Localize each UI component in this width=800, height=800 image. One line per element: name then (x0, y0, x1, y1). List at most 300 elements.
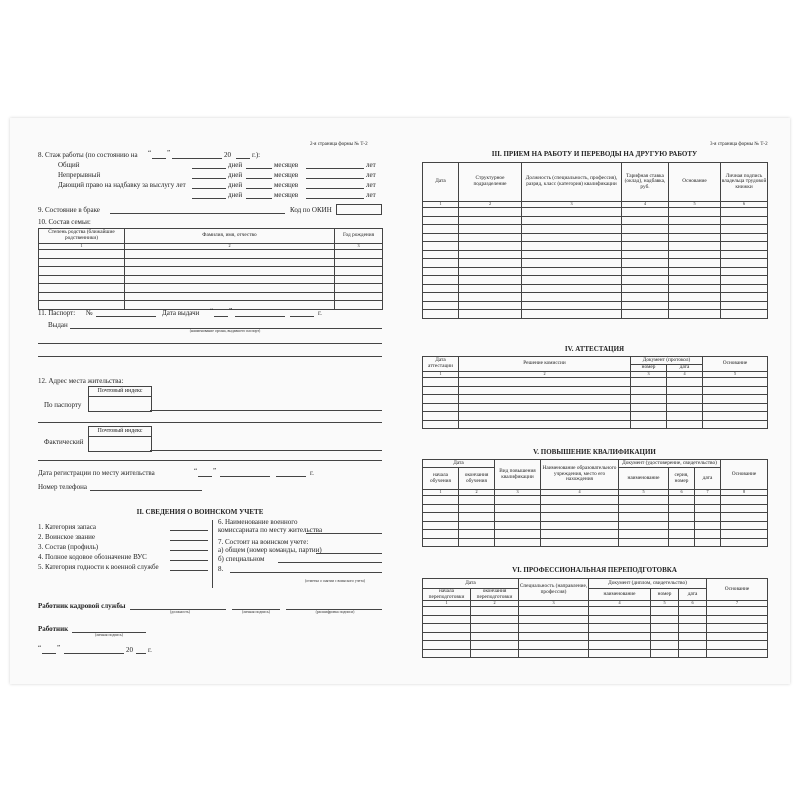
table-cell[interactable] (669, 310, 721, 319)
table-cell[interactable] (679, 615, 707, 624)
table-cell[interactable] (619, 496, 669, 505)
table-cell[interactable] (459, 310, 522, 319)
experience-years-field[interactable] (306, 178, 364, 179)
table-cell[interactable] (667, 412, 703, 421)
passport-issued-date: Дата выдачи (162, 309, 200, 317)
table-cell[interactable] (459, 420, 631, 429)
table-cell[interactable] (423, 225, 459, 234)
military-field-label: 1. Категория запаса (38, 523, 97, 531)
table-cell[interactable] (522, 208, 622, 217)
table-cell[interactable] (631, 395, 667, 404)
table-cell[interactable] (522, 293, 622, 302)
qualification-table: Дата Вид повышения квалификации Наименование образовательного учреждения, место его нахождения Документ (удостоверение, свидетельство) Основание начала обучения окончания обучения наименование серия, номер дата 1 2 3 4 5 6 7 8 (422, 459, 768, 547)
table-cell[interactable] (721, 530, 768, 539)
table-cell[interactable] (619, 530, 669, 539)
table-row (39, 284, 383, 293)
table-cell[interactable] (423, 632, 471, 641)
table-cell[interactable] (519, 624, 589, 633)
table-cell[interactable] (459, 259, 522, 268)
table-cell[interactable] (679, 624, 707, 633)
table-cell[interactable] (39, 284, 125, 293)
table-cell[interactable] (519, 607, 589, 616)
military-field-input[interactable] (170, 550, 208, 551)
table-cell[interactable] (721, 513, 768, 522)
table-cell[interactable] (589, 641, 651, 650)
table-cell[interactable] (695, 496, 721, 505)
table-cell[interactable] (423, 250, 459, 259)
table-cell[interactable] (651, 624, 679, 633)
table-cell[interactable] (667, 420, 703, 429)
retraining-table: Дата Специальность (направление, профессия) Документ (диплом, свидетельство) Основание начала переподготовки окончания переподготовки наименование номер дата 1 2 3 4 5 6 7 (422, 578, 768, 658)
table-cell[interactable] (703, 378, 768, 387)
military-field-label: комиссариата по месту жительства (218, 526, 323, 534)
table-cell[interactable] (622, 208, 669, 217)
table-cell[interactable] (622, 267, 669, 276)
table-cell[interactable] (721, 538, 768, 547)
table-cell[interactable] (721, 233, 768, 242)
table-row (423, 208, 768, 217)
table-cell[interactable] (631, 403, 667, 412)
table-cell[interactable] (651, 632, 679, 641)
table-cell[interactable] (721, 301, 768, 310)
experience-row-label: Общий (58, 161, 80, 169)
table-row (423, 403, 768, 412)
table-cell[interactable] (495, 496, 541, 505)
experience-days-field[interactable] (192, 188, 226, 189)
table-row (39, 258, 383, 267)
table-cell[interactable] (589, 632, 651, 641)
table-cell[interactable] (522, 250, 622, 259)
experience-days-label: дней (228, 171, 243, 179)
hiring-title: III. ПРИЕМ НА РАБОТУ И ПЕРЕВОДЫ НА ДРУГУЮ РАБОТУ (491, 150, 698, 158)
table-cell[interactable] (721, 504, 768, 513)
table-row (423, 538, 768, 547)
table-cell[interactable] (669, 233, 721, 242)
military-field-input[interactable] (230, 572, 382, 573)
table-cell[interactable] (471, 615, 519, 624)
table-cell[interactable] (471, 649, 519, 658)
table-cell[interactable] (589, 649, 651, 658)
table-cell[interactable] (541, 513, 619, 522)
military-field-label: 2. Воинское звание (38, 533, 95, 541)
experience-row-label: Дающий право на надбавку за выслугу лет (58, 181, 186, 189)
table-cell[interactable] (335, 284, 383, 293)
table-cell[interactable] (423, 504, 459, 513)
table-cell[interactable] (423, 284, 459, 293)
table-cell[interactable] (335, 275, 383, 284)
table-row (423, 310, 768, 319)
table-cell[interactable] (619, 513, 669, 522)
military-field-input[interactable] (316, 553, 382, 554)
table-cell[interactable] (703, 386, 768, 395)
table-cell[interactable] (703, 395, 768, 404)
table-cell[interactable] (707, 649, 768, 658)
experience-months-label: месяцев (274, 171, 299, 179)
table-cell[interactable] (679, 641, 707, 650)
table-cell[interactable] (459, 250, 522, 259)
experience-row-label: Непрерывный (58, 171, 101, 179)
table-cell[interactable] (125, 292, 335, 301)
table-cell[interactable] (459, 513, 495, 522)
table-cell[interactable] (721, 284, 768, 293)
table-row (423, 412, 768, 421)
table-cell[interactable] (589, 607, 651, 616)
table-cell[interactable] (459, 301, 522, 310)
table-cell[interactable] (522, 259, 622, 268)
table-cell[interactable] (631, 378, 667, 387)
table-cell[interactable] (589, 615, 651, 624)
table-cell[interactable] (423, 420, 459, 429)
table-cell[interactable] (622, 276, 669, 285)
table-cell[interactable] (519, 641, 589, 650)
table-cell[interactable] (335, 250, 383, 259)
table-cell[interactable] (721, 259, 768, 268)
experience-days-field[interactable] (192, 178, 226, 179)
table-cell[interactable] (541, 538, 619, 547)
table-cell[interactable] (459, 403, 631, 412)
table-cell[interactable] (39, 250, 125, 259)
table-cell[interactable] (459, 496, 495, 505)
okin-box[interactable] (336, 204, 382, 215)
table-cell[interactable] (707, 624, 768, 633)
table-cell[interactable] (459, 208, 522, 217)
experience-years-label: лет (366, 161, 376, 169)
table-cell[interactable] (667, 378, 703, 387)
table-cell[interactable] (669, 538, 695, 547)
table-cell[interactable] (669, 259, 721, 268)
table-cell[interactable] (423, 267, 459, 276)
table-cell[interactable] (423, 242, 459, 251)
table-row (39, 292, 383, 301)
table-cell[interactable] (667, 395, 703, 404)
table-cell[interactable] (423, 641, 471, 650)
table-cell[interactable] (459, 267, 522, 276)
table-cell[interactable] (522, 242, 622, 251)
table-cell[interactable] (423, 386, 459, 395)
table-cell[interactable] (423, 624, 471, 633)
table-cell[interactable] (522, 216, 622, 225)
table-cell[interactable] (669, 530, 695, 539)
table-cell[interactable] (721, 208, 768, 217)
table-cell[interactable] (622, 233, 669, 242)
qualification-title: V. ПОВЫШЕНИЕ КВАЛИФИКАЦИИ (533, 448, 656, 456)
table-row (423, 284, 768, 293)
table-row (423, 607, 768, 616)
table-cell[interactable] (721, 276, 768, 285)
table-cell[interactable] (669, 250, 721, 259)
table-cell[interactable] (459, 504, 495, 513)
experience-days-field[interactable] (192, 198, 226, 199)
table-cell[interactable] (522, 310, 622, 319)
table-row (39, 250, 383, 259)
table-cell[interactable] (651, 649, 679, 658)
experience-years-field[interactable] (306, 188, 364, 189)
table-cell[interactable] (703, 403, 768, 412)
table-cell[interactable] (622, 242, 669, 251)
table-cell[interactable] (679, 607, 707, 616)
table-cell[interactable] (423, 521, 459, 530)
okin-label: Код по ОКИН (290, 206, 332, 214)
table-cell[interactable] (471, 632, 519, 641)
table-row (423, 216, 768, 225)
table-cell[interactable] (495, 513, 541, 522)
table-cell[interactable] (459, 538, 495, 547)
table-cell[interactable] (423, 276, 459, 285)
table-cell[interactable] (471, 641, 519, 650)
table-cell[interactable] (335, 258, 383, 267)
table-cell[interactable] (667, 386, 703, 395)
table-cell[interactable] (39, 301, 125, 310)
military-field-label: а) общем (номер команды, партии) (218, 546, 322, 554)
table-cell[interactable] (669, 216, 721, 225)
table-cell[interactable] (459, 530, 495, 539)
table-cell[interactable] (471, 607, 519, 616)
table-cell[interactable] (459, 386, 631, 395)
table-cell[interactable] (423, 301, 459, 310)
table-cell[interactable] (459, 412, 631, 421)
table-cell[interactable] (631, 420, 667, 429)
table-cell[interactable] (622, 293, 669, 302)
table-cell[interactable] (335, 267, 383, 276)
table-cell[interactable] (39, 267, 125, 276)
table-cell[interactable] (619, 504, 669, 513)
table-row (423, 301, 768, 310)
table-cell[interactable] (423, 259, 459, 268)
table-cell[interactable] (695, 513, 721, 522)
table-cell[interactable] (522, 276, 622, 285)
table-cell[interactable] (423, 496, 459, 505)
table-cell[interactable] (669, 242, 721, 251)
table-cell[interactable] (703, 420, 768, 429)
table-cell[interactable] (125, 284, 335, 293)
table-cell[interactable] (495, 504, 541, 513)
military-field-label: 7. Состоит на воинском учете: (218, 538, 309, 546)
table-cell[interactable] (459, 284, 522, 293)
military-field-input[interactable] (170, 570, 208, 571)
table-cell[interactable] (522, 225, 622, 234)
military-field-input[interactable] (170, 560, 208, 561)
table-cell[interactable] (519, 632, 589, 641)
table-cell[interactable] (423, 649, 471, 658)
table-cell[interactable] (125, 267, 335, 276)
table-cell[interactable] (667, 403, 703, 412)
table-cell[interactable] (541, 496, 619, 505)
experience-title: 8. Стаж работы (по состоянию на (38, 151, 138, 159)
table-cell[interactable] (695, 530, 721, 539)
table-cell[interactable] (669, 267, 721, 276)
table-cell[interactable] (423, 233, 459, 242)
table-cell[interactable] (541, 504, 619, 513)
table-cell[interactable] (721, 521, 768, 530)
table-cell[interactable] (669, 496, 695, 505)
table-cell[interactable] (721, 293, 768, 302)
table-cell[interactable] (423, 395, 459, 404)
table-cell[interactable] (459, 378, 631, 387)
table-cell[interactable] (423, 403, 459, 412)
table-row (423, 641, 768, 650)
table-row (423, 632, 768, 641)
military-field-label: 8. (218, 565, 224, 573)
experience-years-field[interactable] (306, 168, 364, 169)
table-cell[interactable] (459, 216, 522, 225)
retraining-title: VI. ПРОФЕССИОНАЛЬНАЯ ПЕРЕПОДГОТОВКА (512, 566, 677, 574)
table-cell[interactable] (622, 250, 669, 259)
postal-box-actual[interactable]: Почтовый индекс (88, 426, 152, 452)
table-cell[interactable] (459, 233, 522, 242)
table-cell[interactable] (622, 284, 669, 293)
table-cell[interactable] (471, 624, 519, 633)
table-cell[interactable] (423, 310, 459, 319)
table-row (423, 242, 768, 251)
table-cell[interactable] (423, 607, 471, 616)
table-cell[interactable] (39, 292, 125, 301)
table-cell[interactable] (669, 208, 721, 217)
table-cell[interactable] (651, 615, 679, 624)
table-cell[interactable] (669, 521, 695, 530)
table-cell[interactable] (541, 530, 619, 539)
table-cell[interactable] (721, 496, 768, 505)
table-cell[interactable] (459, 521, 495, 530)
table-cell[interactable] (669, 293, 721, 302)
table-cell[interactable] (721, 242, 768, 251)
table-cell[interactable] (721, 310, 768, 319)
experience-months-field[interactable] (246, 188, 272, 189)
attestation-title: IV. АТТЕСТАЦИЯ (564, 345, 625, 353)
table-cell[interactable] (669, 225, 721, 234)
table-cell[interactable] (631, 412, 667, 421)
table-cell[interactable] (669, 284, 721, 293)
table-cell[interactable] (459, 276, 522, 285)
table-cell[interactable] (622, 259, 669, 268)
table-cell[interactable] (695, 504, 721, 513)
table-cell[interactable] (707, 607, 768, 616)
table-cell[interactable] (495, 521, 541, 530)
table-row (423, 378, 768, 387)
table-row (423, 504, 768, 513)
experience-months-field[interactable] (246, 198, 272, 199)
table-cell[interactable] (679, 649, 707, 658)
table-cell[interactable] (721, 250, 768, 259)
family-title: 10. Состав семьи: (38, 218, 91, 226)
table-cell[interactable] (522, 233, 622, 242)
table-cell[interactable] (631, 386, 667, 395)
table-cell[interactable] (541, 521, 619, 530)
table-cell[interactable] (622, 301, 669, 310)
table-cell[interactable] (495, 538, 541, 547)
experience-months-label: месяцев (274, 191, 299, 199)
table-cell[interactable] (651, 607, 679, 616)
table-cell[interactable] (619, 521, 669, 530)
table-cell[interactable] (423, 530, 459, 539)
table-cell[interactable] (39, 258, 125, 267)
table-cell[interactable] (423, 208, 459, 217)
table-cell[interactable] (669, 301, 721, 310)
table-cell[interactable] (622, 225, 669, 234)
phone-label: Номер телефона (38, 483, 87, 491)
experience-years-label: лет (366, 171, 376, 179)
table-cell[interactable] (669, 276, 721, 285)
table-cell[interactable] (622, 310, 669, 319)
table-cell[interactable] (335, 292, 383, 301)
table-cell[interactable] (423, 615, 471, 624)
table-cell[interactable] (695, 538, 721, 547)
table-cell[interactable] (721, 267, 768, 276)
table-cell[interactable] (423, 293, 459, 302)
table-cell[interactable] (495, 530, 541, 539)
table-cell[interactable] (39, 275, 125, 284)
experience-years-field[interactable] (306, 198, 364, 199)
table-cell[interactable] (522, 267, 622, 276)
table-row (423, 530, 768, 539)
table-cell[interactable] (522, 301, 622, 310)
table-cell[interactable] (125, 275, 335, 284)
table-cell[interactable] (519, 615, 589, 624)
military-field-label: 4. Полное кодовое обозначение ВУС (38, 553, 147, 561)
table-row (423, 649, 768, 658)
table-cell[interactable] (651, 641, 679, 650)
table-cell[interactable] (669, 513, 695, 522)
table-cell[interactable] (589, 624, 651, 633)
table-cell[interactable] (335, 301, 383, 310)
table-row (423, 420, 768, 429)
table-cell[interactable] (707, 641, 768, 650)
military-field-input[interactable] (170, 530, 208, 531)
table-cell[interactable] (669, 504, 695, 513)
table-cell[interactable] (695, 521, 721, 530)
table-cell[interactable] (721, 225, 768, 234)
table-cell[interactable] (423, 216, 459, 225)
actual-label: Фактический (44, 438, 84, 446)
table-cell[interactable] (423, 412, 459, 421)
table-cell[interactable] (423, 538, 459, 547)
military-field-input[interactable] (278, 562, 382, 563)
worker-signature-label: Работник (38, 625, 69, 633)
table-cell[interactable] (459, 293, 522, 302)
experience-months-field[interactable] (246, 178, 272, 179)
family-table: Степень родства (ближайшие родственники) Фамилия, имя, отчество Год рождения 1 2 3 (38, 228, 383, 310)
table-cell[interactable] (125, 250, 335, 259)
table-row (39, 275, 383, 284)
table-cell[interactable] (423, 378, 459, 387)
table-cell[interactable] (707, 615, 768, 624)
table-cell[interactable] (522, 284, 622, 293)
table-cell[interactable] (679, 632, 707, 641)
table-cell[interactable] (459, 242, 522, 251)
address-title: 12. Адрес места жительства: (38, 377, 124, 385)
table-cell[interactable] (619, 538, 669, 547)
military-field-label: 6. Наименование военного (218, 518, 298, 526)
table-cell[interactable] (125, 258, 335, 267)
table-cell[interactable] (459, 225, 522, 234)
table-cell[interactable] (707, 632, 768, 641)
table-row (423, 521, 768, 530)
military-title: II. СВЕДЕНИЯ О ВОИНСКОМ УЧЕТЕ (136, 508, 264, 516)
table-row (39, 267, 383, 276)
table-cell[interactable] (423, 513, 459, 522)
table-cell[interactable] (703, 412, 768, 421)
table-cell[interactable] (459, 395, 631, 404)
military-field-label: б) специальном (218, 555, 265, 563)
table-cell[interactable] (622, 216, 669, 225)
experience-months-field[interactable] (246, 168, 272, 169)
military-field-input[interactable] (306, 533, 382, 534)
page-number-left: 2-я страница формы № Т-2 (310, 142, 368, 147)
experience-days-field[interactable] (192, 168, 226, 169)
table-cell[interactable] (721, 216, 768, 225)
postal-box-passport[interactable]: Почтовый индекс (88, 386, 152, 412)
military-field-input[interactable] (170, 540, 208, 541)
table-cell[interactable] (519, 649, 589, 658)
